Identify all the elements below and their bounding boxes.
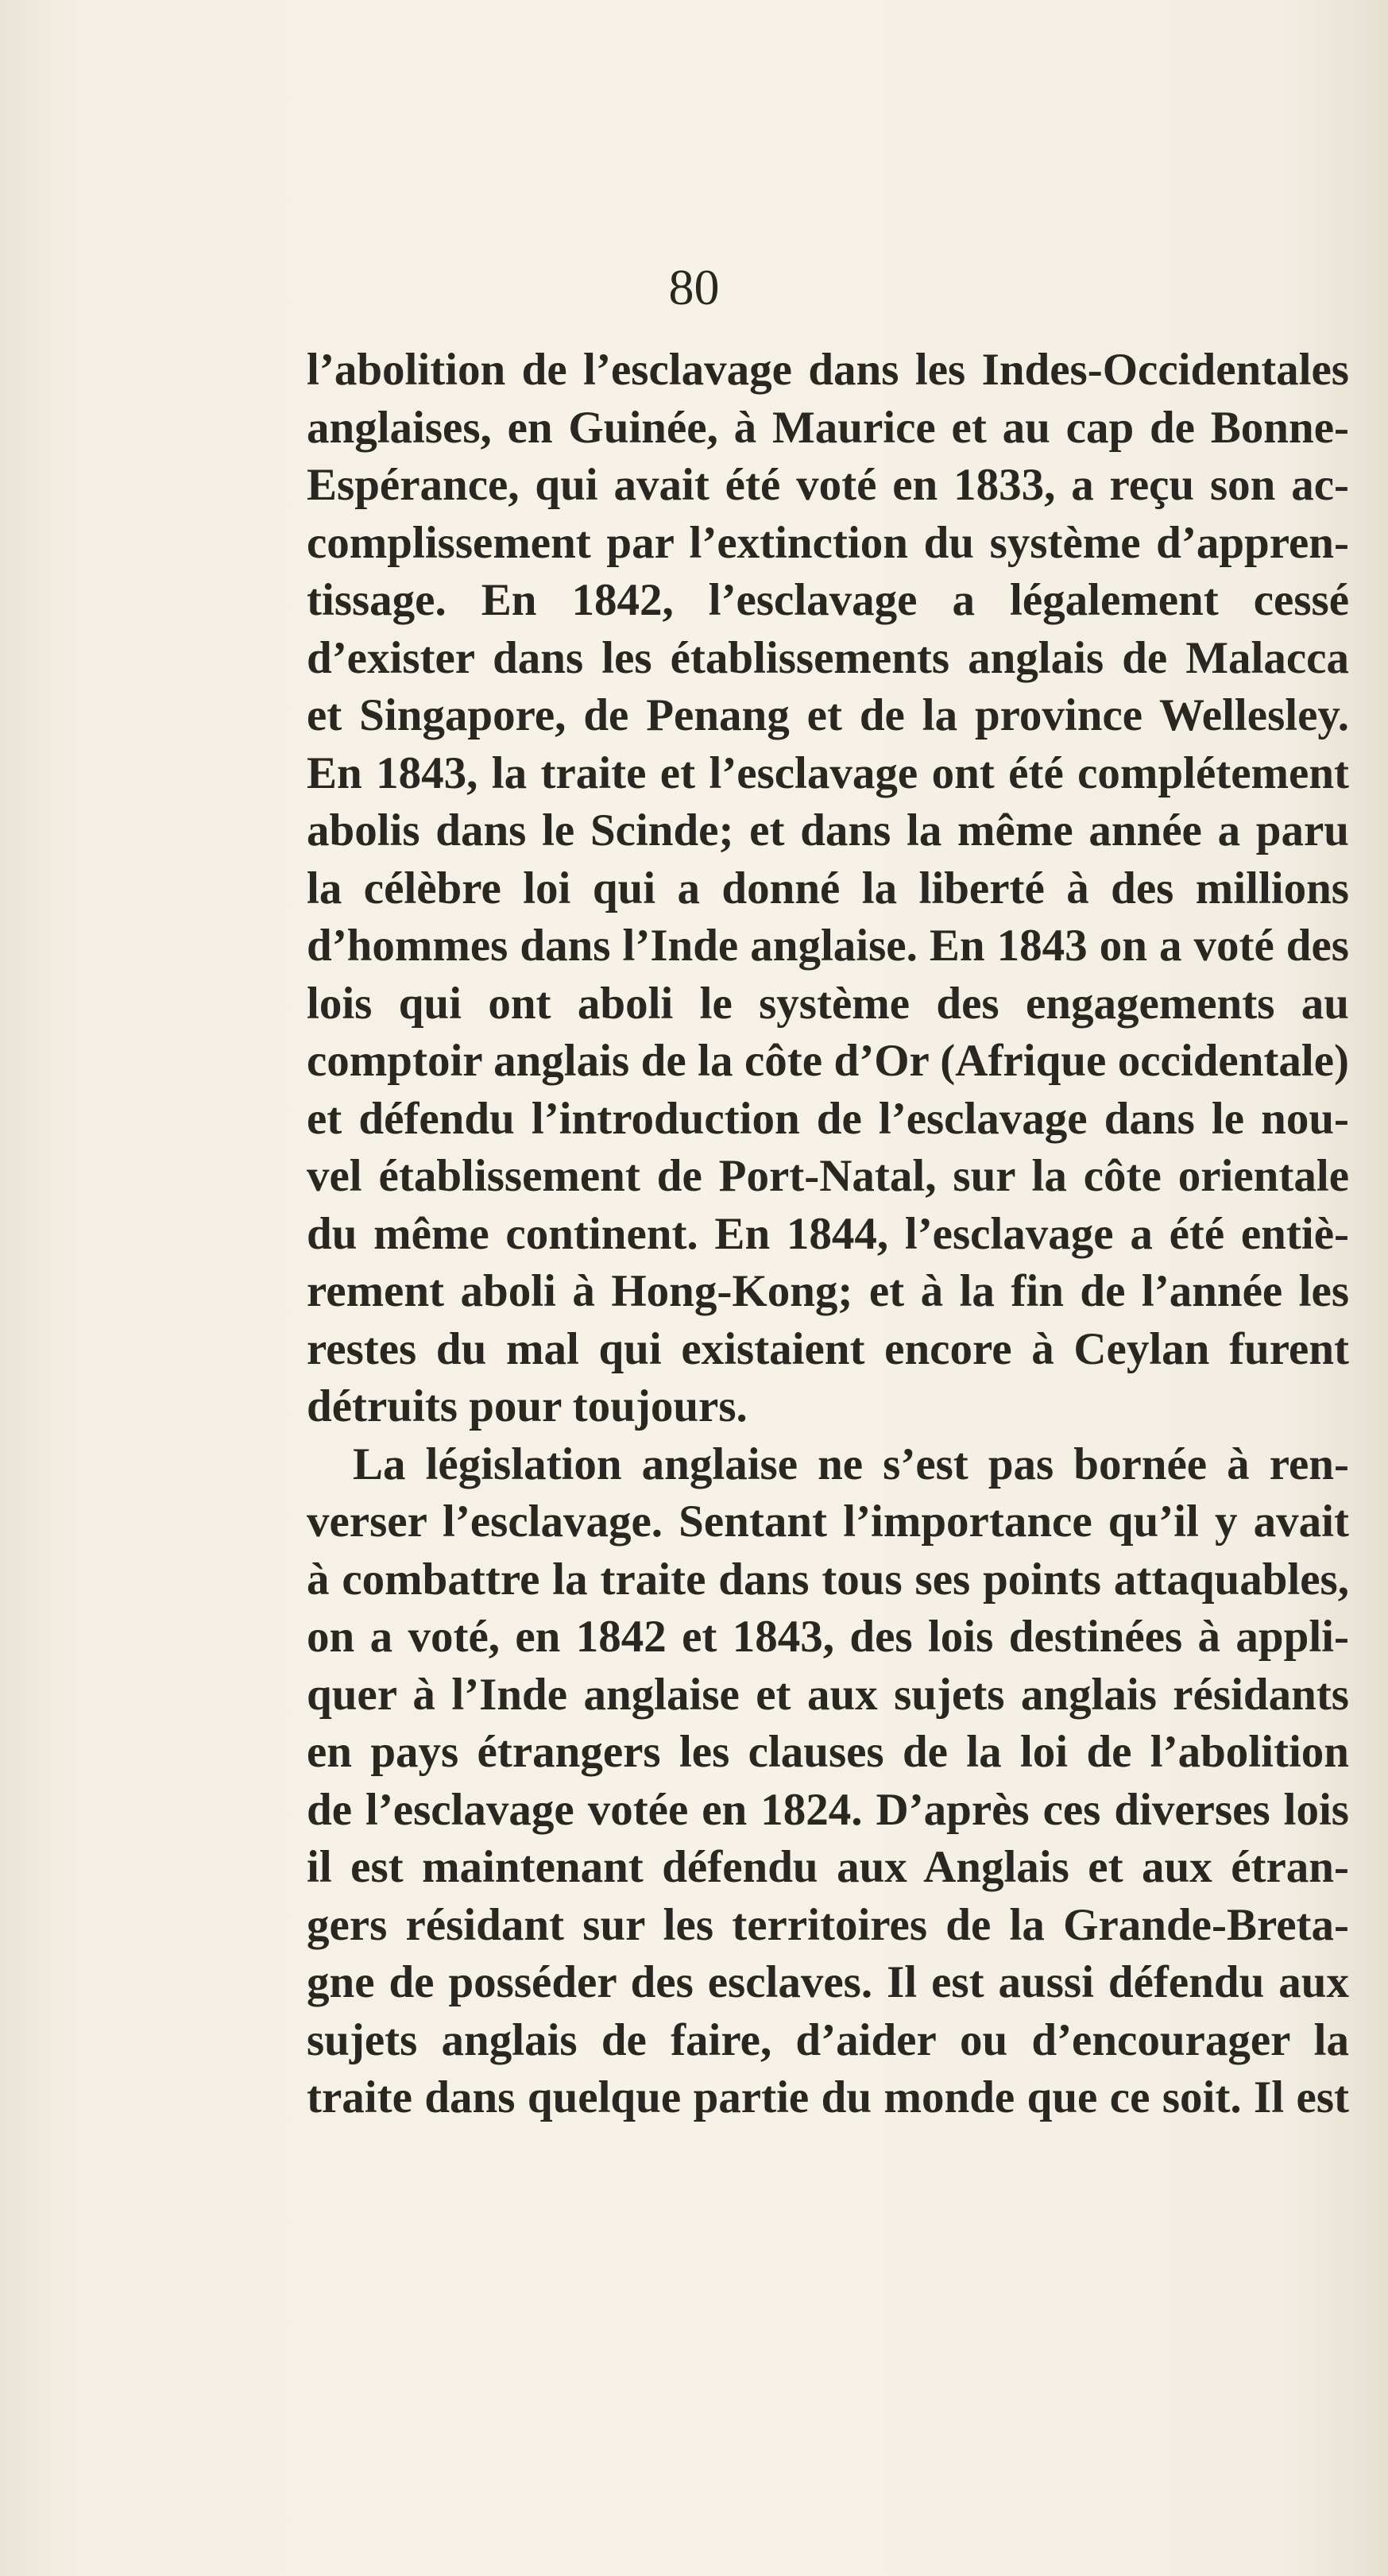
text-line: gne de posséder des esclaves. Il est aussi défendu aux xyxy=(307,1957,1349,2007)
text-line: anglaises, en Guinée, à Maurice et au cap de Bonne- xyxy=(307,402,1349,453)
text-line: d’exister dans les établissements anglais de Malacca xyxy=(307,632,1349,683)
text-line-paragraph-end: détruits pour toujours. xyxy=(307,1381,748,1431)
text-line: traite dans quelque partie du monde que ce soit. Il est xyxy=(307,2072,1349,2122)
text-line: et Singapore, de Penang et de la province Wellesley. xyxy=(307,690,1349,740)
text-line: d’hommes dans l’Inde anglaise. En 1843 on a voté des xyxy=(307,921,1349,971)
text-line: sujets anglais de faire, d’aider ou d’encourager la xyxy=(307,2014,1349,2065)
text-line: il est maintenant défendu aux Anglais et aux étran- xyxy=(307,1842,1349,1892)
text-line: comptoir anglais de la côte d’Or (Afrique occidentale) xyxy=(307,1036,1349,1086)
text-line: rement aboli à Hong-Kong; et à la fin de l’année les xyxy=(307,1266,1349,1316)
text-line: à combattre la traite dans tous ses points attaquables, xyxy=(307,1554,1349,1605)
text-line: la célèbre loi qui a donné la liberté à des millions xyxy=(307,863,1349,913)
text-line: complissement par l’extinction du système d’appren- xyxy=(307,517,1349,568)
text-line: de l’esclavage votée en 1824. D’après ces diverses lois xyxy=(307,1784,1349,1835)
text-line: lois qui ont aboli le système des engagements au xyxy=(307,978,1349,1029)
body-text xyxy=(307,342,1349,2127)
text-line: En 1843, la traite et l’esclavage ont été complétement xyxy=(307,747,1349,798)
text-line-paragraph-start: La législation anglaise ne s’est pas bornée à ren- xyxy=(353,1439,1349,1489)
page-number: 80 xyxy=(668,259,720,315)
text-line: l’abolition de l’esclavage dans les Indes-Occidentales xyxy=(307,345,1349,395)
text-line: vel établissement de Port-Natal, sur la côte orientale xyxy=(307,1151,1349,1201)
text-line: tissage. En 1842, l’esclavage a légalement cessé xyxy=(307,575,1349,625)
text-line: restes du mal qui existaient encore à Ceylan furent xyxy=(307,1323,1349,1374)
text-line: on a voté, en 1842 et 1843, des lois destinées à appli- xyxy=(307,1612,1349,1662)
text-line: quer à l’Inde anglaise et aux sujets anglais résidants xyxy=(307,1669,1349,1720)
text-line: du même continent. En 1844, l’esclavage a été entiè- xyxy=(307,1208,1349,1259)
text-line: et défendu l’introduction de l’esclavage dans le nou- xyxy=(307,1093,1349,1144)
text-line: en pays étrangers les clauses de la loi de l’abolition xyxy=(307,1727,1349,1777)
text-line: Espérance, qui avait été voté en 1833, a reçu son ac- xyxy=(307,460,1349,510)
text-line: verser l’esclavage. Sentant l’importance qu’il y avait xyxy=(307,1497,1349,1547)
text-line: abolis dans le Scinde; et dans la même année a paru xyxy=(307,805,1349,855)
text-line: gers résidant sur les territoires de la Grande-Breta- xyxy=(307,1899,1349,1950)
